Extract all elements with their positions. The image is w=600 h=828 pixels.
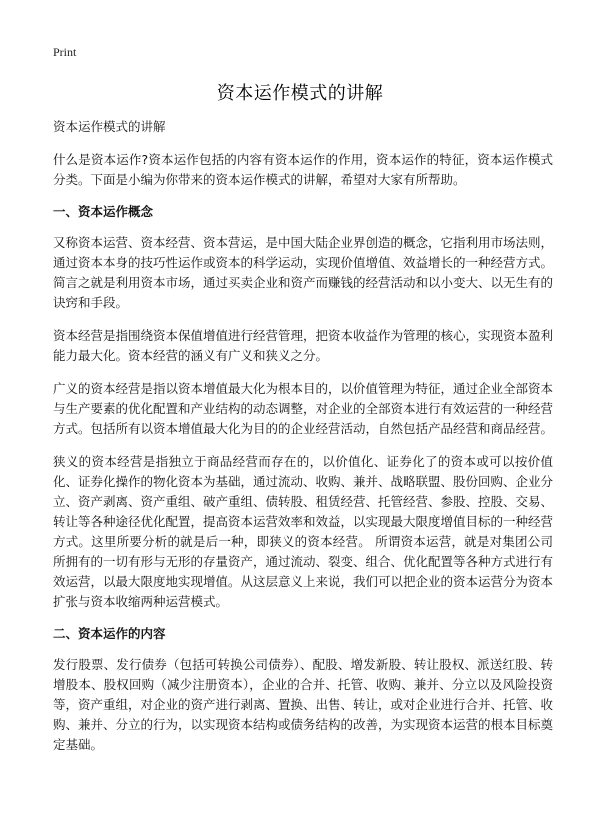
paragraph: 又称资本运营、资本经营、资本营运，是中国大陆企业界创造的概念，它指利用市场法则，通过资本本身的技巧性运作或资本的科学运动，实现价值增值、效益增长的一种经营方式。简言之就是利用资本市场，通过买卖企业和资产而赚钱的经营活动和以小变大、以无生有的诀窍和手段。 <box>53 235 554 310</box>
section-heading-content: 二、资本运作的内容 <box>53 626 166 641</box>
section-heading-concept: 一、资本运作概念 <box>53 204 154 219</box>
document-subtitle: 资本运作模式的讲解 <box>53 119 166 134</box>
paragraph: 发行股票、发行债券（包括可转换公司债券）、配股、增发新股、转让股权、派送红股、转增股本、股权回购（减少注册资本），企业的合并、托管、收购、兼并、分立以及风险投资等，资产重组，对企业的资产进行剥离、置换、出售、转让，或对企业进行合并、托管、收购、兼并、分立的行为，以实现资本结构或债务结构的改善，为实现资本运营的根本目标奠定基础。 <box>53 657 554 752</box>
paragraph: 狭义的资本经营是指独立于商品经营而存在的，以价值化、证券化了的资本或可以按价值化、证券化操作的物化资本为基础，通过流动、收购、兼并、战略联盟、股份回购、企业分立、资产剥离、资产重组、破产重组、债转股、租赁经营、托管经营、参股、控股、交易、转让等各种途径优化配置，提高资本运营效率和效益，以实现最大限度增值目标的一种经营方式。这里所要分析的就是后一种，即狭义的资本经营。 所谓资本运营，就是对集团公司所拥有的一切有形与无形的存量资产，通过流动、裂变、组合、优化配置等各种方式进行有效运营，以最大限度地实现增值。从这层意义上来说，我们可以把企业的资本运营分为资本扩张与资本收缩两种运营模式。 <box>53 454 554 609</box>
paragraph: 广义的资本经营是指以资本增值最大化为根本目的，以价值管理为特征，通过企业全部资本与生产要素的优化配置和产业结构的动态调整，对企业的全部资本进行有效运营的一种经营方式。包括所有以资本增值最大化为目的的企业经营活动，自然包括产品经营和商品经营。 <box>53 381 554 436</box>
intro-paragraph: 什么是资本运作?资本运作包括的内容有资本运作的作用，资本运作的特征，资本运作模式分类。下面是小编为你带来的资本运作模式的讲解，希望对大家有所帮助。 <box>53 152 553 187</box>
document-body <box>53 118 553 768</box>
paragraph: 资本经营是指围绕资本保值增值进行经营管理，把资本收益作为管理的核心，实现资本盈利能力最大化。资本经营的涵义有广义和狭义之分。 <box>53 328 554 363</box>
document-title: 资本运作模式的讲解 <box>216 83 384 104</box>
print-link[interactable]: Print <box>53 45 77 59</box>
